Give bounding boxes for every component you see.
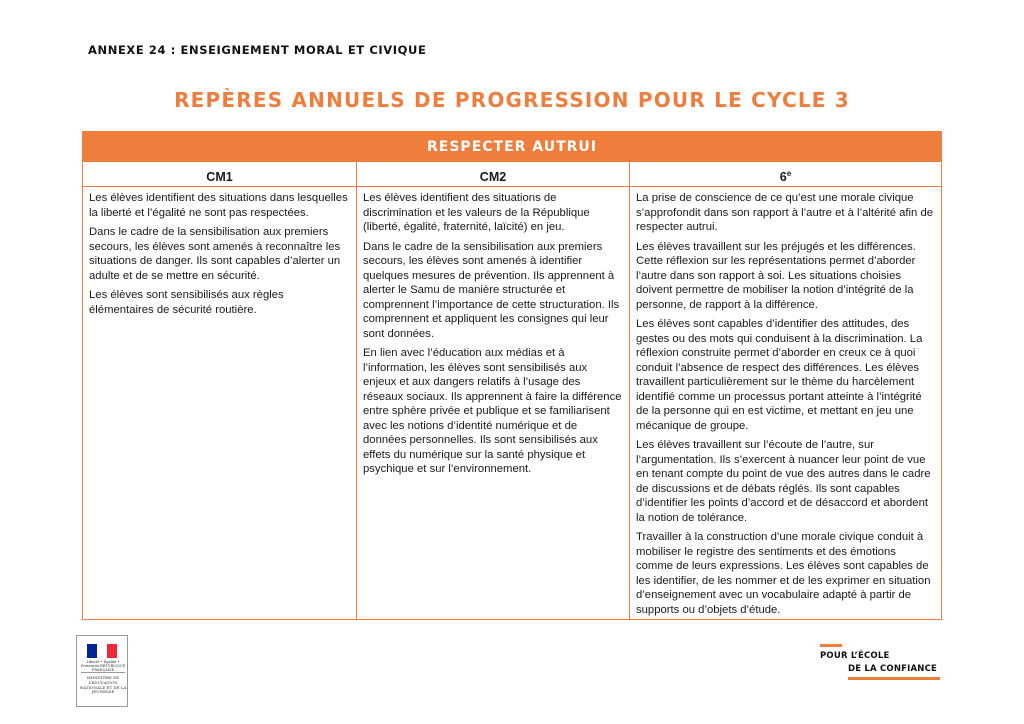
ministry-logo <box>76 635 128 707</box>
french-flag-icon <box>87 644 117 658</box>
column-header-cm2 <box>357 162 630 187</box>
paragraph: Les élèves travaillent sur les préjugés et les différences. Cette réflexion sur les représentations permet d’aborder l’autre dans son rapport à soi. Les situations choisies doivent permettre de mobiliser la notion d’intégrité de la personne, de rapport à la différence. <box>636 240 916 311</box>
column-header-cm1 <box>83 162 357 187</box>
paragraph: La prise de conscience de ce qu’est une morale civique s’approfondit dans son rapport à l’autre et à l’altérité afin de respecter autrui. <box>636 192 934 233</box>
page-title: REPÈRES ANNUELS DE PROGRESSION POUR LE CYCLE 3 <box>174 88 850 112</box>
table-banner: RESPECTER AUTRUI <box>83 132 941 162</box>
ecole-confiance-logo <box>820 644 944 684</box>
flag-stripe-white <box>97 644 107 658</box>
flag-stripe-red <box>107 644 117 658</box>
cell-cm1 <box>83 187 357 620</box>
logo-divider <box>81 672 125 673</box>
column-header-label: CM2 <box>479 170 507 185</box>
cell-cm2 <box>357 187 630 620</box>
column-header-label: 6 <box>779 170 787 185</box>
paragraph: Les élèves identifient des situations dans lesquelles la liberté et l’égalité ne sont pas respectées. <box>89 192 348 219</box>
paragraph: Les élèves identifient des situations de discrimination et les valeurs de la République (liberté, égalité, fraternité, laïcité) en jeu. <box>363 192 590 233</box>
logo-line-1: POUR L’ÉCOLE <box>820 651 890 661</box>
ministry-label: MINISTÈRE DE L’ÉDUCATION NATIONALE ET DE LA JEUNESSE <box>79 675 127 695</box>
progression-table <box>82 131 942 620</box>
cell-6e <box>630 187 941 620</box>
republic-label: Liberté • Égalité • Fraternité RÉPUBLIQUE FRANÇAISE <box>80 660 126 672</box>
column-header-sup: e <box>786 169 792 178</box>
paragraph: Dans le cadre de la sensibilisation aux premiers secours, les élèves sont amenés à reconnaître les situations de danger. Ils sont capables d’alerter un adulte et de se mettre en sécurité. <box>89 226 341 282</box>
paragraph: Les élèves sont capables d’identifier des attitudes, des gestes ou des mots qui conduisent à la discrimination. La réflexion construite permet d’aborder en creux ce à quoi conduit l’absence de respect des différences. Les élèves travaillent particulièrement sur le thème du harcèlement identifié comme un processus portant atteinte à l’intégrité de la personne qui en est victime, et mettant en jeu une mécanique de groupe. <box>636 318 923 432</box>
logo-accent-bar <box>848 677 940 680</box>
paragraph: Dans le cadre de la sensibilisation aux premiers secours, les élèves sont amenés à identifier quelques mesures de prévention. Ils apprennent à alerter le Samu de manière structurée et comprennent l’importance de cette structuration. Ils comprennent et appliquent les consignes qui leur sont données. <box>363 240 620 340</box>
table-grid <box>83 162 941 620</box>
logo-line-2: DE LA CONFIANCE <box>848 664 938 674</box>
paragraph: Travailler à la construction d’une morale civique conduit à mobiliser le registre des sentiments et des émotions comme de leurs expressions. Les élèves sont capables de les identifier, de les nommer et de les exprimer en situation d’enseignement avec un vocabulaire adapté à partir de supports ou d’objets d’étude. <box>636 531 931 616</box>
flag-stripe-blue <box>87 644 97 658</box>
paragraph: En lien avec l’éducation aux médias et à l’information, les élèves sont sensibilisés aux enjeux et aux dangers relatifs à l’usage des réseaux sociaux. Ils apprennent à faire la différence entre sphère privée et publique et se familiarisent avec les notions d’identité numérique et de données personnelles. Ils sont sensibilisés aux effets du numérique sur la santé physique et psychique et sur l’environnement. <box>363 347 622 475</box>
paragraph: Les élèves sont sensibilisés aux règles élémentaires de sécurité routière. <box>89 289 284 316</box>
paragraph: Les élèves travaillent sur l’écoute de l’autre, sur l’argumentation. Ils s’exercent à nuancer leur point de vue en tenant compte du point de vue des autres dans le cadre de discussions et de débats réglés. Ils sont capables d’identifier les points d’accord et de désaccord et abordent la notion de tolérance. <box>636 439 931 524</box>
logo-accent-bar <box>820 644 842 647</box>
column-header-label: CM1 <box>206 170 233 185</box>
column-header-6e <box>630 162 941 187</box>
annex-label: ANNEXE 24 : ENSEIGNEMENT MORAL ET CIVIQUE <box>88 43 427 57</box>
